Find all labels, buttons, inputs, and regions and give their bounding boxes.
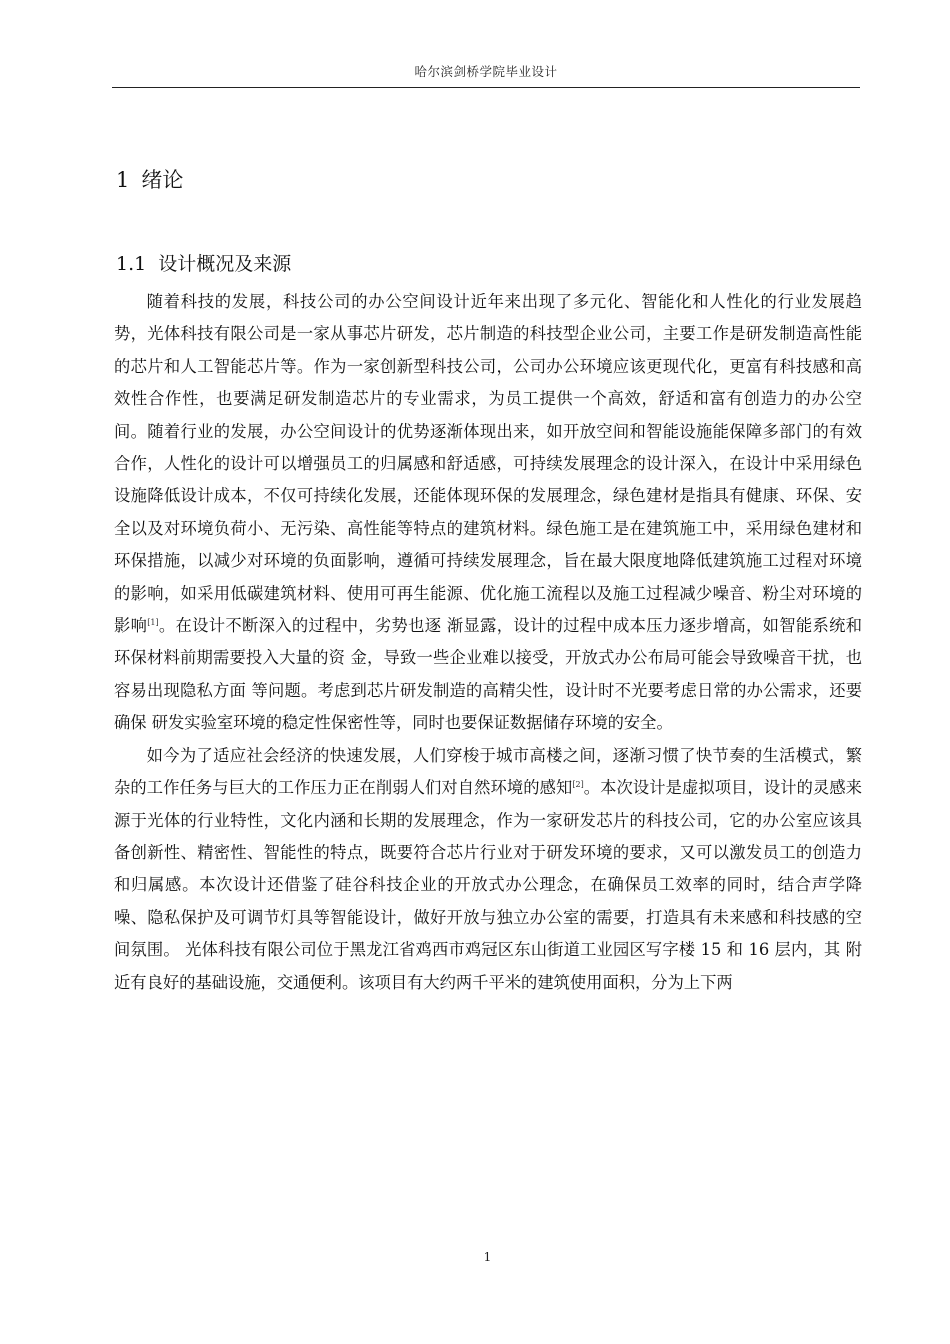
- citation-2: [2]: [572, 780, 584, 790]
- section-title-text: 设计概况及来源: [158, 253, 292, 275]
- paragraph-2-text: 如今为了适应社会经济的快速发展，人们穿梭于城市高楼之间，逐渐习惯了快节奏的生活模式，繁杂的工作任务与巨大的工作压力正在削弱人们对自然环境的感知: [114, 745, 862, 798]
- section-number: 1.1: [116, 253, 147, 275]
- page-number: 1: [483, 1250, 492, 1264]
- paragraph-1-text: 随着科技的发展，科技公司的办公空间设计近年来出现了多元化、智能化和人性化的行业发展趋势，光体科技有限公司是一家从事芯片研发，芯片制造的科技型企业公司，主要工作是研发制造高性能的芯片和人工智能芯片等。作为一家创新型科技公司，公司办公环境应该更现代化，更富有科技感和高效性合作性，也要满足研发制造芯片的专业需求，为员工提供一个高效，舒适和富有创造力的办公空间。随着行业的发展，办公空间设计的优势逐渐体现出来，如开放空间和智能设施能保障多部门的有效合作，人性化的设计可以增强员工的归属感和舒适感，可持续发展理念的设计深入，在设计中采用绿色设施降低设计成本，不仅可持续化发展，还能体现环保的发展理念，绿色建材是指具有健康、环保、安全以及对环境负荷小、无污染、高性能等特点的建筑材料。绿色施工是在建筑施工中，采用绿色建材和环保措施，以减少对环境的负面影响，遵循可持续发展理念，旨在最大限度地降低建筑施工过程对环境的影响，如采用低碳建筑材料、使用可再生能源、优化施工流程以及施工过程减少噪音、粉尘对环境的影响: [114, 292, 862, 636]
- header-rule: [112, 87, 860, 88]
- body-text: [114, 286, 862, 999]
- chapter-title: [116, 164, 183, 194]
- paragraph-1: [114, 286, 862, 740]
- paragraph-2: [114, 740, 862, 999]
- paragraph-2-text-continued: 。本次设计是虚拟项目，设计的灵感来源于光体的行业特性，文化内涵和长期的发展理念，作为一家研发芯片的科技公司，它的办公室应该具备创新性、精密性、智能性的特点，既要符合芯片行业对于研发环境的要求，又可以激发员工的创造力和归属感。本次设计还借鉴了硅谷科技企业的开放式办公理念，在确保员工效率的同时，结合声学降噪、隐私保护及可调节灯具等智能设计，做好开放与独立办公室的需要，打造具有未来感和科技感的空间氛围。 光体科技有限公司位于黑龙江省鸡西市鸡冠区东山街道工业园区写字楼 15 和 16 层内，其 附近有良好的基础设施，交通便利。该项目有大约两千平米的建筑使用面积，分为上下两: [114, 778, 862, 992]
- page-header: 哈尔滨剑桥学院毕业设计: [414, 64, 558, 79]
- citation-1: [1]: [147, 618, 159, 628]
- section-title: [116, 249, 291, 276]
- chapter-number: 1: [116, 168, 130, 192]
- chapter-title-text: 绪论: [141, 168, 184, 192]
- paragraph-1-text-continued: 。在设计不断深入的过程中，劣势也逐 渐显露，设计的过程中成本压力逐步增高，如智能系统和环保材料前期需要投入大量的资 金，导致一些企业难以接受，开放式办公布局可能会导致噪音干扰，也容易出现隐私方面 等问题。考虑到芯片研发制造的高精尖性，设计时不光要考虑日常的办公需求，还要确保 研发实验室环境的稳定性保密性等，同时也要保证数据储存环境的安全。: [114, 616, 862, 733]
